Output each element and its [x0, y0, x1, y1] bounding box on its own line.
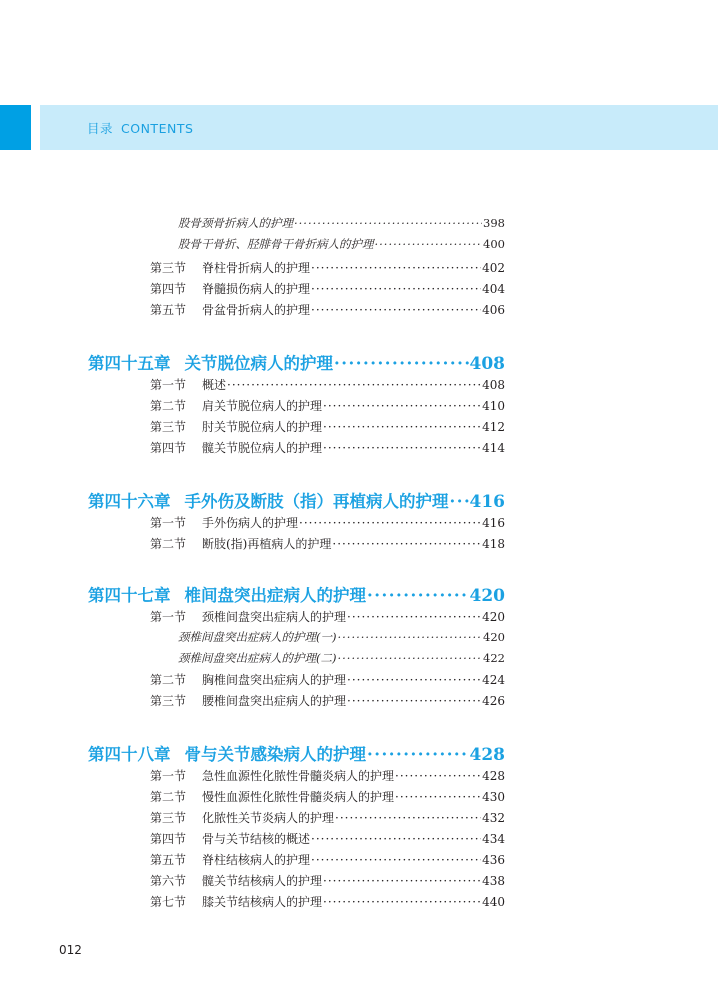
- header-title: [87, 119, 193, 137]
- toc-entry-title: 骨与关节感染病人的护理: [184, 745, 366, 763]
- toc-section-number: 第一节: [150, 516, 187, 530]
- toc-page-number: 412: [482, 420, 505, 434]
- toc-dot-leader: [227, 378, 481, 392]
- toc-dot-leader: [323, 895, 481, 909]
- toc-section-number: 第五节: [150, 303, 187, 317]
- toc-page-number: 408: [469, 354, 505, 372]
- toc-dot-leader: [367, 745, 469, 763]
- toc-entry-title: 手外伤病人的护理: [202, 516, 299, 530]
- toc-entry-title: 化脓性关节炎病人的护理: [202, 811, 335, 825]
- toc-page-number: 416: [469, 492, 505, 510]
- toc-page-number: 410: [482, 399, 505, 413]
- toc-section-number: 第三节: [150, 420, 187, 434]
- toc-page-number: 414: [482, 441, 505, 455]
- toc-dot-leader: [367, 586, 469, 604]
- toc-dot-leader: [335, 811, 481, 825]
- toc-entry-title: 股骨颈骨折病人的护理: [178, 216, 293, 230]
- toc-section-number: 第一节: [150, 769, 187, 783]
- toc-section-row[interactable]: [150, 608, 505, 624]
- toc-page-number: 430: [482, 790, 505, 804]
- toc-section-number: 第二节: [150, 537, 187, 551]
- toc-section-row[interactable]: [150, 514, 505, 530]
- toc-page-number: 426: [482, 694, 505, 708]
- toc-entry-title: 股骨干骨折、胫腓骨干骨折病人的护理: [178, 237, 374, 251]
- toc-dot-leader: [347, 673, 481, 687]
- toc-dot-leader: [323, 441, 481, 455]
- toc-section-row[interactable]: [150, 280, 505, 296]
- toc-section-row[interactable]: [150, 259, 505, 275]
- toc-section-number: 第四十七章: [88, 586, 171, 604]
- toc-section-number: 第三节: [150, 261, 187, 275]
- toc-entry-title: 胸椎间盘突出症病人的护理: [202, 673, 347, 687]
- toc-section-row[interactable]: [150, 692, 505, 708]
- toc-page-number: 440: [482, 895, 505, 909]
- toc-subentry-row[interactable]: [178, 236, 505, 252]
- toc-section-number: 第一节: [150, 610, 187, 624]
- toc-page-number: 436: [482, 853, 505, 867]
- toc-entry-title: 慢性血源性化脓性骨髓炎病人的护理: [202, 790, 395, 804]
- toc-entry-title: 肘关节脱位病人的护理: [202, 420, 323, 434]
- toc-section-number: 第四节: [150, 441, 187, 455]
- toc-page-number: 434: [482, 832, 505, 846]
- toc-entry-title: 肩关节脱位病人的护理: [202, 399, 323, 413]
- toc-dot-leader: [311, 282, 481, 296]
- toc-page-number: 416: [482, 516, 505, 530]
- toc-subentry-row[interactable]: [178, 215, 505, 231]
- toc-page-number: 428: [469, 745, 505, 763]
- toc-dot-leader: [323, 874, 481, 888]
- toc-section-number: 第二节: [150, 790, 187, 804]
- toc-dot-leader: [311, 832, 481, 846]
- toc-entry-title: 颈椎间盘突出症病人的护理: [202, 610, 347, 624]
- toc-entry-title: 膝关节结核病人的护理: [202, 895, 323, 909]
- toc-dot-leader: [311, 261, 481, 275]
- toc-page-number: 402: [482, 261, 505, 275]
- toc-page-number: 420: [483, 630, 505, 644]
- header-accent-tab: [0, 105, 31, 150]
- toc-page-number: 418: [482, 537, 505, 551]
- toc-dot-leader: [337, 651, 482, 665]
- toc-section-number: 第五节: [150, 853, 187, 867]
- toc-section-row[interactable]: [150, 439, 505, 455]
- toc-section-number: 第四节: [150, 282, 187, 296]
- toc-dot-leader: [395, 769, 481, 783]
- toc-entry-title: 骨盆骨折病人的护理: [202, 303, 311, 317]
- toc-dot-leader: [323, 420, 481, 434]
- toc-chapter-row[interactable]: [88, 582, 505, 604]
- toc-subentry-row[interactable]: [178, 650, 505, 666]
- toc-section-row[interactable]: [150, 671, 505, 687]
- toc-section-row[interactable]: [150, 830, 505, 846]
- toc-dot-leader: [332, 537, 481, 551]
- toc-entry-title: 脊髓损伤病人的护理: [202, 282, 311, 296]
- toc-section-number: 第六节: [150, 874, 187, 888]
- toc-entry-title: 骨与关节结核的概述: [202, 832, 311, 846]
- toc-chapter-row[interactable]: [88, 488, 505, 510]
- toc-section-number: 第四十八章: [88, 745, 171, 763]
- page-number: 012: [59, 943, 82, 957]
- toc-dot-leader: [347, 610, 481, 624]
- toc-entry-title: 关节脱位病人的护理: [184, 354, 333, 372]
- toc-page-number: 420: [482, 610, 505, 624]
- toc-entry-title: 腰椎间盘突出症病人的护理: [202, 694, 347, 708]
- toc-page-number: 400: [483, 237, 505, 251]
- toc-entry-title: 脊柱骨折病人的护理: [202, 261, 311, 275]
- toc-page-number: 420: [469, 586, 505, 604]
- toc-section-row[interactable]: [150, 788, 505, 804]
- toc-entry-title: 手外伤及断肢（指）再植病人的护理: [184, 492, 449, 510]
- toc-dot-leader: [311, 853, 481, 867]
- toc-section-number: 第四十六章: [88, 492, 171, 510]
- toc-page-number: 406: [482, 303, 505, 317]
- toc-entry-title: 脊柱结核病人的护理: [202, 853, 311, 867]
- toc-page-number: 422: [483, 651, 505, 665]
- toc-section-number: 第二节: [150, 399, 187, 413]
- toc-page-number: 404: [482, 282, 505, 296]
- toc-page-number: 432: [482, 811, 505, 825]
- header-title-cn: 目录: [87, 121, 114, 136]
- toc-dot-leader: [323, 399, 481, 413]
- toc-section-row[interactable]: [150, 418, 505, 434]
- toc-section-row[interactable]: [150, 376, 505, 392]
- toc-dot-leader: [334, 354, 469, 372]
- toc-section-row[interactable]: [150, 397, 505, 413]
- header-title-en: CONTENTS: [121, 121, 194, 136]
- toc-entry-title: 急性血源性化脓性骨髓炎病人的护理: [202, 769, 395, 783]
- toc-chapter-row[interactable]: [88, 741, 505, 763]
- toc-entry-title: 椎间盘突出症病人的护理: [184, 586, 366, 604]
- toc-entry-title: 颈椎间盘突出症病人的护理(二): [178, 651, 337, 665]
- toc-page-number: 428: [482, 769, 505, 783]
- toc-section-number: 第一节: [150, 378, 187, 392]
- toc-entry-title: 髋关节脱位病人的护理: [202, 441, 323, 455]
- toc-dot-leader: [311, 303, 481, 317]
- toc-dot-leader: [347, 694, 481, 708]
- toc-entry-title: 髋关节结核病人的护理: [202, 874, 323, 888]
- toc-page-number: 408: [482, 378, 505, 392]
- toc-section-row[interactable]: [150, 851, 505, 867]
- toc-dot-leader: [450, 492, 469, 510]
- toc-section-row[interactable]: [150, 767, 505, 783]
- toc-section-row[interactable]: [150, 872, 505, 888]
- toc-section-row[interactable]: [150, 535, 505, 551]
- toc-section-number: 第四十五章: [88, 354, 171, 372]
- toc-section-number: 第三节: [150, 694, 187, 708]
- toc-section-row[interactable]: [150, 809, 505, 825]
- toc-dot-leader: [395, 790, 481, 804]
- toc-section-row[interactable]: [150, 893, 505, 909]
- toc-section-number: 第二节: [150, 673, 187, 687]
- toc-chapter-row[interactable]: [88, 350, 505, 372]
- toc-entry-title: 颈椎间盘突出症病人的护理(一): [178, 630, 337, 644]
- toc-dot-leader: [294, 216, 482, 230]
- toc-entry-title: 概述: [202, 378, 227, 392]
- toc-section-number: 第三节: [150, 811, 187, 825]
- toc-dot-leader: [299, 516, 481, 530]
- toc-entry-title: 断肢(指)再植病人的护理: [202, 537, 332, 551]
- toc-page-number: 398: [483, 216, 505, 230]
- toc-page-number: 424: [482, 673, 505, 687]
- toc-section-row[interactable]: [150, 301, 505, 317]
- toc-section-number: 第四节: [150, 832, 187, 846]
- toc-subentry-row[interactable]: [178, 629, 505, 645]
- toc-section-number: 第七节: [150, 895, 187, 909]
- toc-dot-leader: [337, 630, 482, 644]
- toc-page-number: 438: [482, 874, 505, 888]
- toc-dot-leader: [375, 237, 483, 251]
